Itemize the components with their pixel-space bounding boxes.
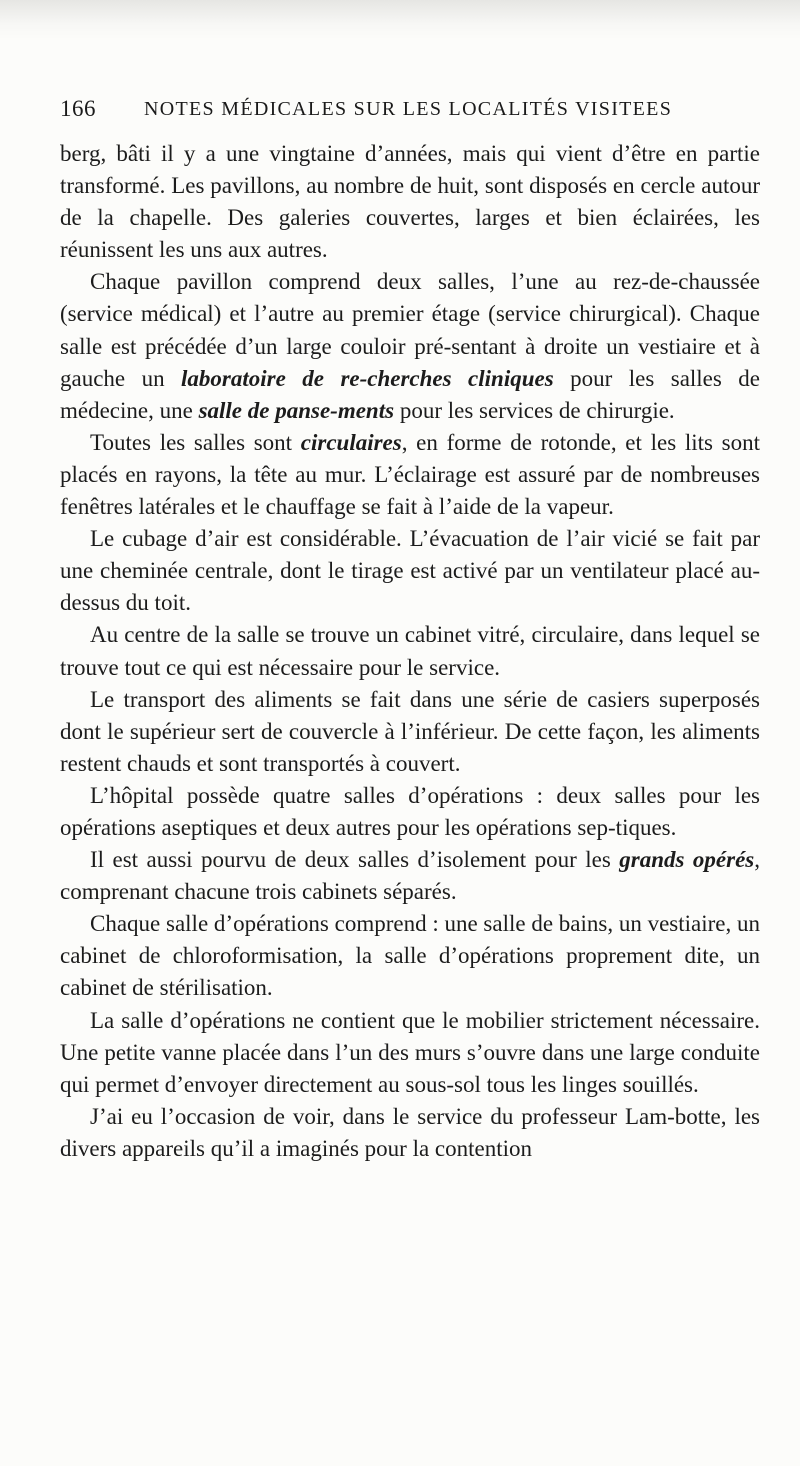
text-run: berg, bâti il y a une vingtaine d’années, mais qui vient d’être en partie transformé. Les pavillons, au nombre de huit, sont disposés en cercle autour de la chapelle. Des galeries couvertes, larges et bien éclairées, les réunissent les uns aux autres. [60,141,760,263]
italic-phrase: circulaires [300,429,402,455]
paragraph [60,844,760,908]
italic-phrase: salle de panse-ments [198,397,395,423]
text-run: L’hôpital possède quatre salles d’opérations : deux salles pour les opérations aseptiques et deux autres pour les opérations sep-tiques. [60,782,760,840]
paragraph [60,619,760,683]
paragraph [60,266,760,426]
text-run: , en forme de rotonde, et les lits sont placés en rayons, la tête au mur. L’éclairage est assuré par de nombreuses fenêtres latérales et le chauffage se fait à l’aide de la vapeur. [60,429,761,520]
running-head-title: NOTES MÉDICALES SUR LES LOCALITÉS VISITEES [144,98,673,120]
text-run: pour les services de chirurgie. [394,397,675,423]
text-run: La salle d’opérations ne contient que le mobilier strictement nécessaire. Une petite vanne placée dans l’un des murs s’ouvre dans une large conduite qui permet d’envoyer directement au sous-sol tous les linges souillés. [60,1007,760,1097]
text-run: pour les salles de médecine, une [60,365,761,423]
page-number: 166 [60,96,96,121]
paragraph [60,427,760,523]
page-top-edge [0,0,800,40]
italic-phrase: laboratoire de re-cherches cliniques [181,365,554,391]
text-run: Le transport des aliments se fait dans une série de casiers superposés dont le supérieur sert de couvercle à l’inférieur. De cette façon, les aliments restent chauds et sont transportés à couvert. [60,686,760,776]
paragraph [60,523,760,619]
running-head [60,96,760,130]
body-text [60,138,760,1165]
text-run: Le cubage d’air est considérable. L’évacuation de l’air vicié se fait par une cheminée centrale, dont le tirage est activé par un ventilateur placé au-dessus du toit. [60,526,760,616]
text-run: J’ai eu l’occasion de voir, dans le service du professeur Lam-botte, les divers appareils qu’il a imaginés pour la contention [60,1103,760,1161]
paragraph [60,684,760,780]
text-run: Il est aussi pourvu de deux salles d’isolement pour les [90,847,620,873]
paragraph [60,138,760,266]
text-run: , comprenant chacune trois cabinets séparés. [60,847,760,905]
text-run: Toutes les salles sont [90,429,301,455]
text-run: Chaque pavillon comprend deux salles, l’une au rez-de-chaussée (service médical) et l’autre au premier étage (service chirurgical). Chaque salle est précédée d’un large couloir pré-sentant à droite un vestiaire et à gauche un [60,269,760,391]
paragraph [60,1005,760,1101]
paragraph [60,908,760,1004]
text-run: Chaque salle d’opérations comprend : une salle de bains, un vestiaire, un cabinet de chloroformisation, la salle d’opérations proprement dite, un cabinet de stérilisation. [60,911,760,1001]
text-run: Au centre de la salle se trouve un cabinet vitré, circulaire, dans lequel se trouve tout ce qui est nécessaire pour le service. [60,622,760,680]
paragraph [60,780,760,844]
italic-phrase: grands opérés [619,847,755,873]
paragraph [60,1101,760,1165]
